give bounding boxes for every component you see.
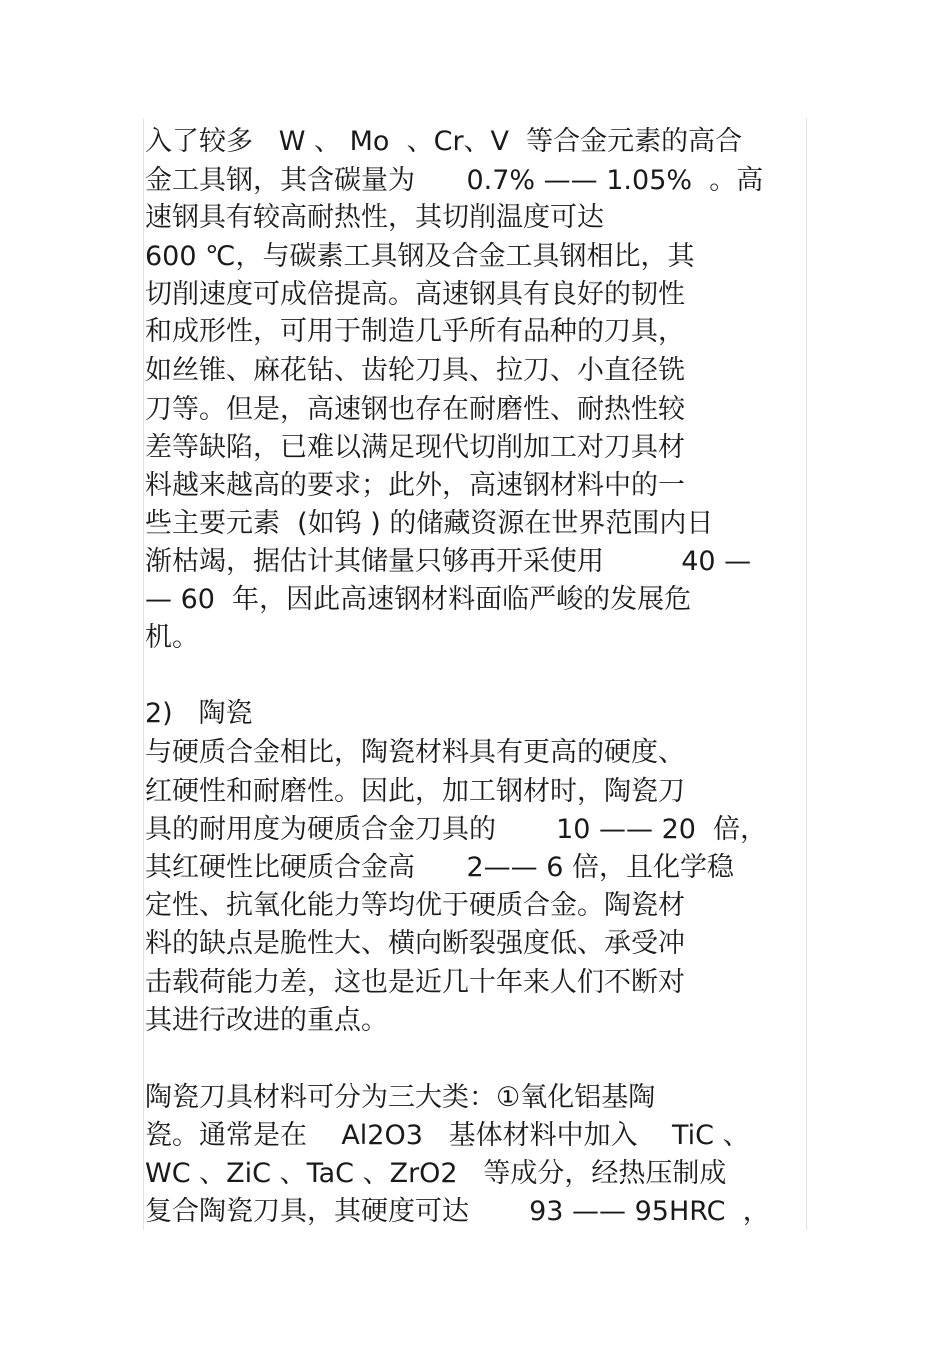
text-line-24: 瓷。通常是在 Al2O3 基体材料中加入 TiC 、 bbox=[145, 1120, 750, 1151]
text-line-21: 击载荷能力差，这也是近几十年来人们不断对 bbox=[145, 967, 685, 998]
text-line-9: 差等缺陷，已难以满足现代切削加工对刀具材 bbox=[145, 432, 685, 463]
text-line-10: 料越来越高的要求；此外，高速钢材料中的一 bbox=[145, 470, 685, 501]
text-line-12: 渐枯竭，据估计其储量只够再开采使用 40 — bbox=[145, 546, 752, 577]
section-heading-ceramics: 2) 陶瓷 bbox=[145, 698, 253, 729]
text-line-8: 刀等。但是，高速钢也存在耐磨性、耐热性较 bbox=[145, 394, 685, 425]
text-line-26: 复合陶瓷刀具，其硬度可达 93 —— 95HRC ， bbox=[145, 1196, 770, 1227]
text-line-7: 如丝锥、麻花钻、齿轮刀具、拉刀、小直径铣 bbox=[145, 355, 685, 386]
text-line-18: 其红硬性比硬质合金高 2—— 6 倍，且化学稳 bbox=[145, 852, 735, 883]
text-line-19: 定性、抗氧化能力等均优于硬质合金。陶瓷材 bbox=[145, 890, 685, 921]
text-line-2: 金工具钢，其含碳量为 0.7% —— 1.05% 。高 bbox=[145, 165, 764, 196]
text-line-22: 其进行改进的重点。 bbox=[145, 1005, 388, 1036]
left-margin-rule bbox=[143, 118, 144, 1230]
text-line-14: 机。 bbox=[145, 622, 199, 653]
text-line-1: 入了较多 W 、 Mo 、Cr、V 等合金元素的高合 bbox=[145, 126, 743, 157]
text-line-4: 600 ℃，与碳素工具钢及合金工具钢相比，其 bbox=[145, 241, 695, 272]
text-line-20: 料的缺点是脆性大、横向断裂强度低、承受冲 bbox=[145, 928, 685, 959]
text-line-5: 切削速度可成倍提高。高速钢具有良好的韧性 bbox=[145, 279, 685, 310]
text-line-16: 红硬性和耐磨性。因此，加工钢材时，陶瓷刀 bbox=[145, 776, 685, 807]
text-line-13: — 60 年，因此高速钢材料面临严峻的发展危 bbox=[145, 584, 692, 615]
text-line-6: 和成形性，可用于制造几乎所有品种的刀具， bbox=[145, 316, 685, 347]
text-line-23: 陶瓷刀具材料可分为三大类：①氧化铝基陶 bbox=[145, 1082, 656, 1113]
text-line-11: 些主要元素 (如钨 ) 的储藏资源在世界范围内日 bbox=[145, 508, 714, 539]
text-line-17: 具的耐用度为硬质合金刀具的 10 —— 20 倍， bbox=[145, 814, 768, 845]
text-line-25: WC 、ZiC 、TaC 、ZrO2 等成分，经热压制成 bbox=[145, 1158, 727, 1189]
text-line-15: 与硬质合金相比，陶瓷材料具有更高的硬度、 bbox=[145, 737, 685, 768]
right-margin-rule bbox=[806, 118, 807, 1230]
text-line-3: 速钢具有较高耐热性，其切削温度可达 bbox=[145, 202, 604, 233]
